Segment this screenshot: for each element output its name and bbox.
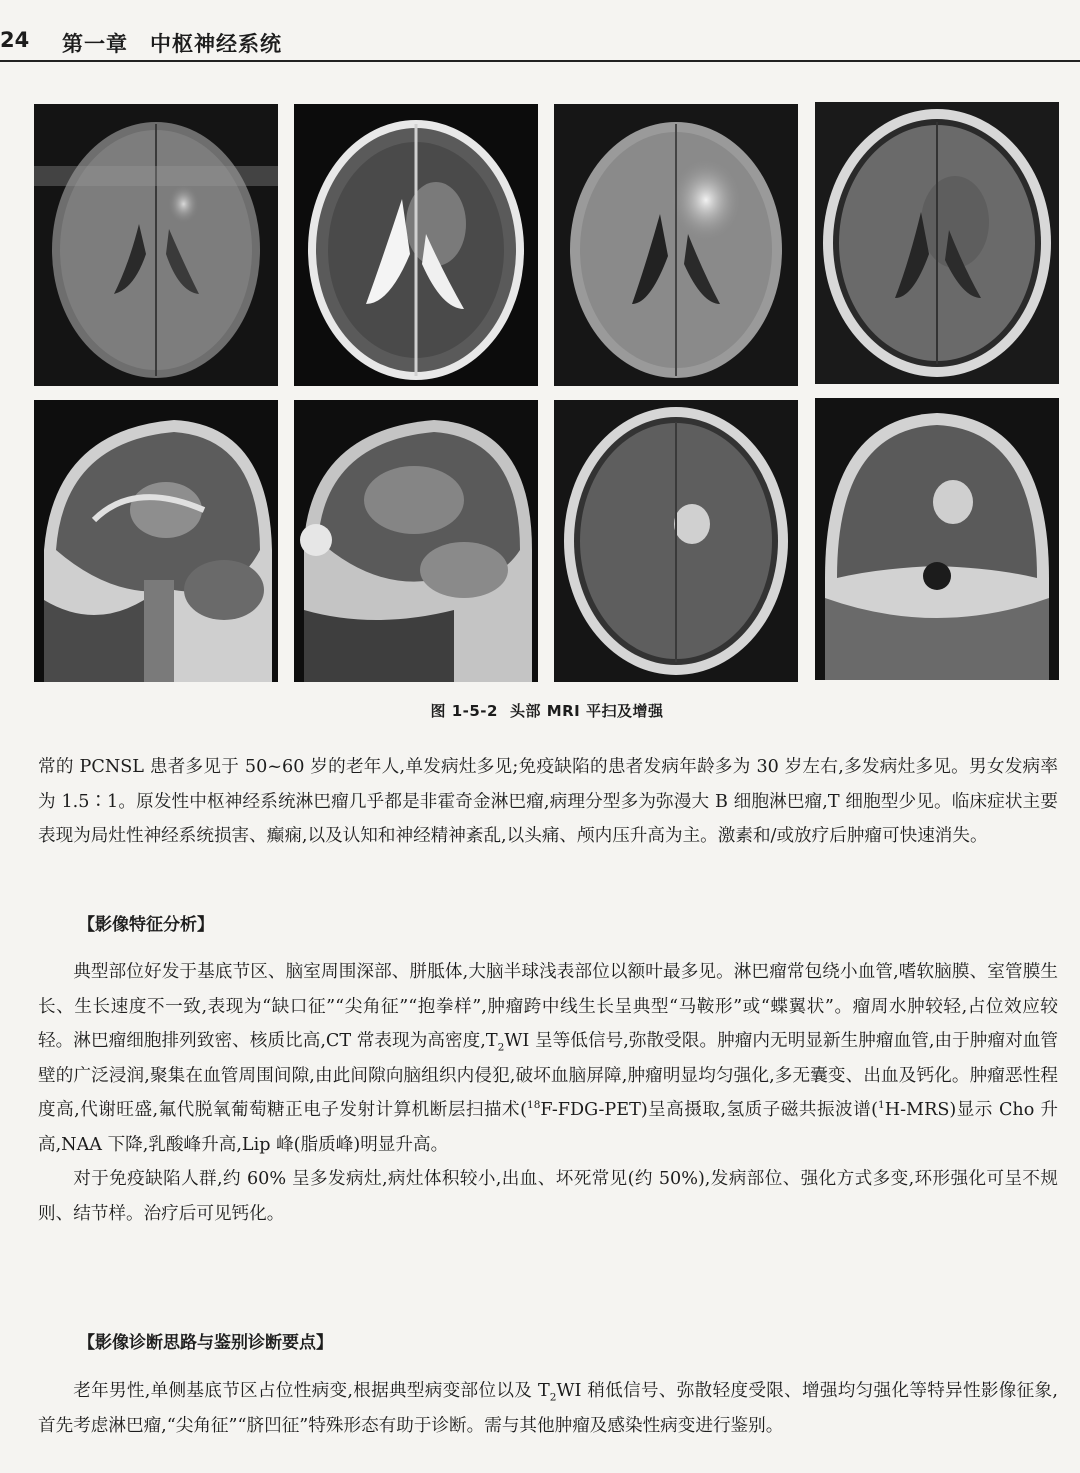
section2-paragraph-1 [38, 1374, 1058, 1443]
mri-image-dwi-axial [34, 104, 278, 386]
page-number: 24 [0, 28, 30, 52]
mri-image-t2-axial [294, 104, 538, 386]
s2p1-subscript: 2 [549, 1391, 557, 1404]
mri-image-t1-enhanced-axial [554, 400, 798, 682]
mri-image-flair-axial [554, 104, 798, 386]
mri-image-t1-enhanced-coronal [815, 398, 1059, 680]
mri-image-t2-sagittal-midline [34, 400, 278, 682]
intro-paragraph: 常的 PCNSL 患者多见于 50~60 岁的老年人,单发病灶多见;免疫缺陷的患者发病年龄多为 30 岁左右,多发病灶多见。男女发病率为 1.5∶1。原发性中枢神经系统淋巴瘤几乎都是非霍奇金淋巴瘤,病理分型多为弥漫大 B 细胞淋巴瘤,T 细胞型少见。临床症状主要表现为局灶性神经系统损害、癫痫,以及认知和神经精神紊乱,以头痛、颅内压升高为主。激素和/或放疗后肿瘤可快速消失。 [38, 757, 1058, 846]
section-title-imaging-features: 【影像特征分析】 [78, 915, 214, 935]
mri-figure-grid [34, 100, 1060, 682]
mri-image-t2-sagittal-lateral [294, 400, 538, 682]
s1p1-superscript-1: 18 [527, 1099, 541, 1112]
s2p1-text-b: WI 稍低信号、弥散轻度受限、增强均匀强化等特异性影像征象,首先考虑淋巴瘤,“尖角征”“脐凹征”特殊形态有助于诊断。需与其他肿瘤及感染性病变进行鉴别。 [38, 1381, 1058, 1436]
s1p1-text-a: 典型部位好发于基底节区、脑室周围深部、胼胝体,大脑半球浅表部位以额叶最多见。淋巴瘤常包绕小血管,嗜软脑膜、室管膜生长、生长速度不一致,表现为“缺口征”“尖角征”“抱拳样”,肿瘤跨中线生长呈典型“马鞍形”或“蝶翼状”。瘤周水肿较轻,占位效应较轻。淋巴瘤细胞排列致密、核质比高,CT 常表现为高密度,T [38, 962, 1058, 1051]
figure-label: 图 1-5-2 [430, 702, 498, 720]
figure-caption [0, 700, 1080, 721]
chapter-heading [62, 28, 282, 58]
section1-paragraph-2: 对于免疫缺陷人群,约 60% 呈多发病灶,病灶体积较小,出血、坏死常见(约 50%),发病部位、强化方式多变,环形强化可呈不规则、结节样。治疗后可见钙化。 [38, 1169, 1058, 1224]
s1p1-text-c: F-FDG-PET)呈高摄取,氢质子磁共振波谱( [540, 1100, 879, 1120]
section-title-diagnosis: 【影像诊断思路与鉴别诊断要点】 [78, 1333, 333, 1353]
chapter-title: 中枢神经系统 [150, 32, 282, 56]
section1-paragraph-1 [38, 955, 1058, 1162]
s1p1-text-b: WI 呈等低信号,弥散受限。肿瘤内无明显新生肿瘤血管,由于肿瘤对血管壁的广泛浸润,聚集在血管周围间隙,由此间隙向脑组织内侵犯,破坏血脑屏障,肿瘤明显均匀强化,多无囊变、出血及钙化。肿瘤恶性程度高,代谢旺盛,氟代脱氧葡萄糖正电子发射计算机断层扫描术( [38, 1031, 1058, 1120]
section2-body [38, 1374, 1058, 1443]
figure-caption-text: 头部 MRI 平扫及增强 [509, 702, 664, 720]
s2p1-text-a: 老年男性,单侧基底节区占位性病变,根据典型病变部位以及 T [73, 1381, 550, 1401]
s1p1-superscript-2: 1 [878, 1099, 885, 1112]
s1p1-subscript: 2 [497, 1041, 505, 1054]
s1p1-text-d: H-MRS)显示 Cho 升高,NAA 下降,乳酸峰升高,Lip 峰(脂质峰)明显升高。 [38, 1100, 1058, 1155]
page-header [0, 22, 1080, 62]
intro-paragraph-block [38, 750, 1058, 854]
section1-body [38, 955, 1058, 1231]
mri-image-t1-axial [815, 102, 1059, 384]
chapter-label: 第一章 [62, 32, 128, 56]
